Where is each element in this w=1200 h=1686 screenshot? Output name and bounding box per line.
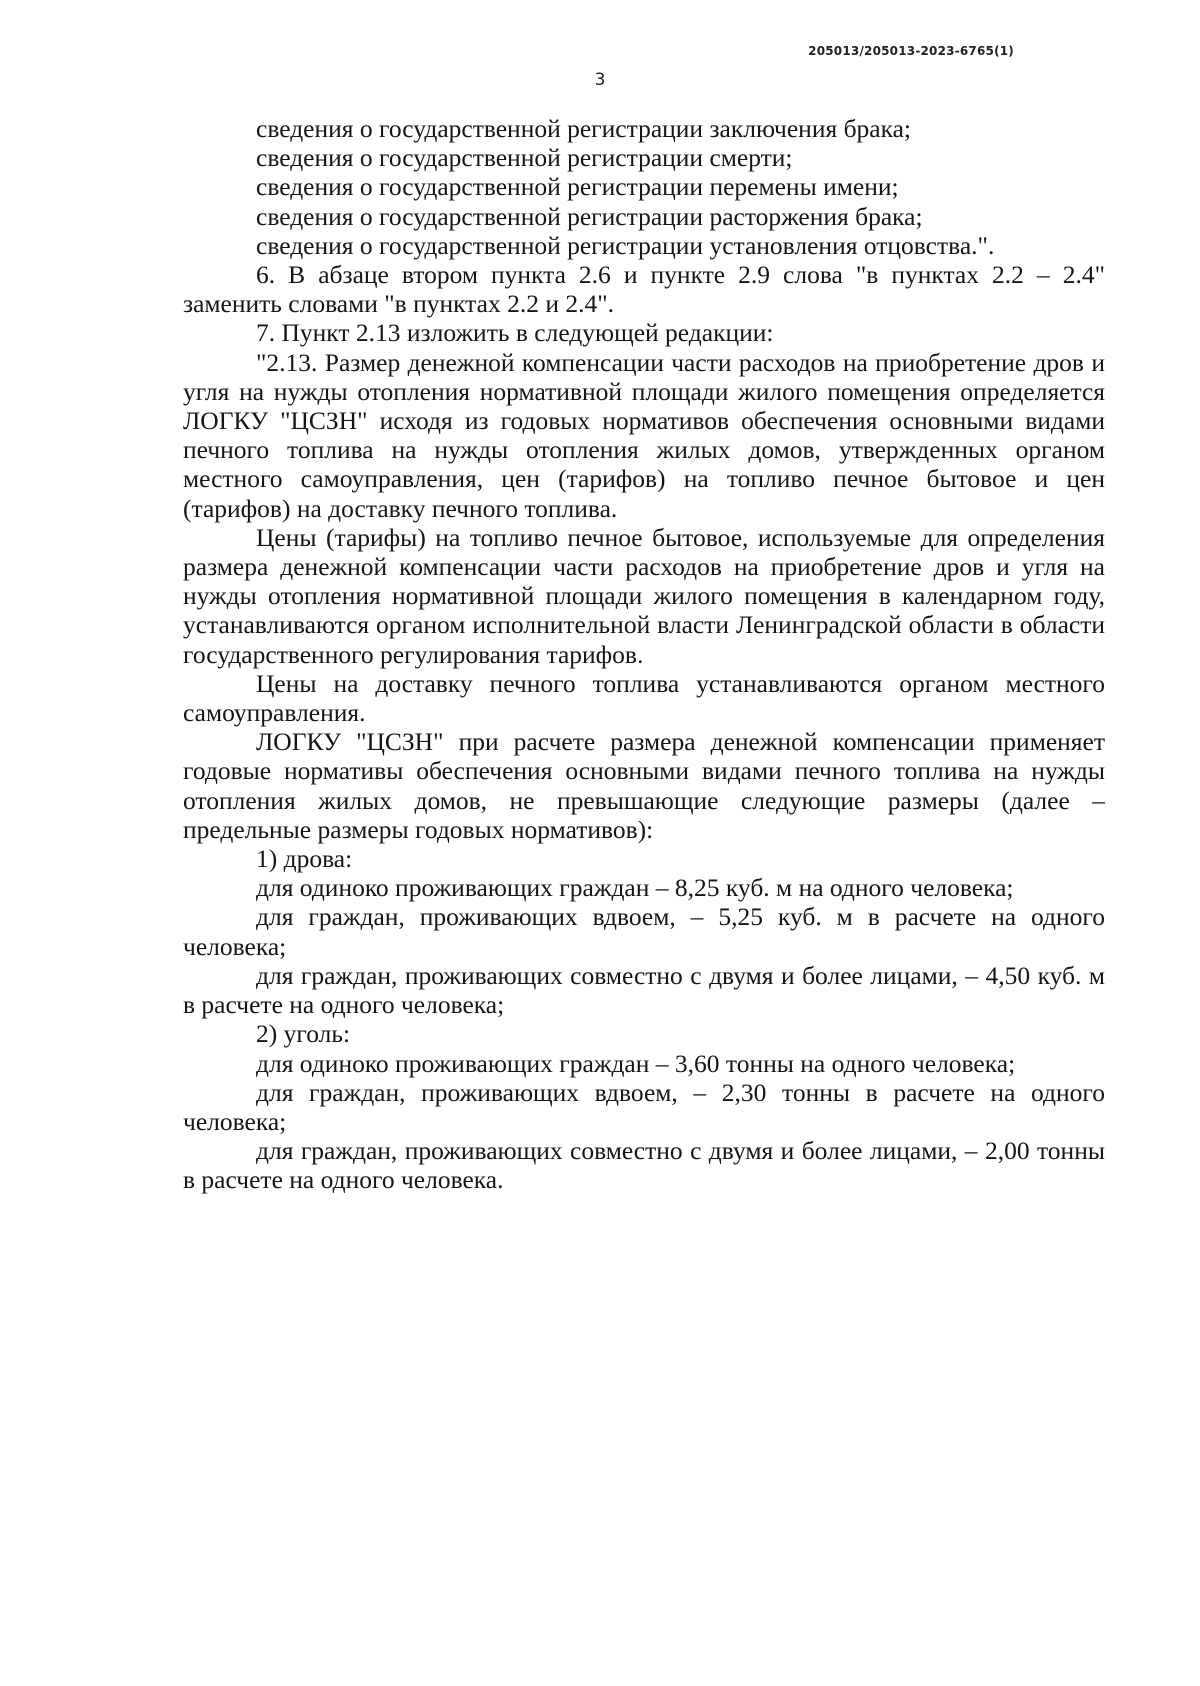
page-number: 3 xyxy=(594,70,606,90)
paragraph-11: ЛОГКУ "ЦСЗН" при расчете размера денежной компенсации применяет годовые нормативы обеспечения основными видами печного топлива на нужды отопления жилых домов, не превышающие следующие размеры (далее – предельные размеры годовых нормативов): xyxy=(183,727,1105,844)
paragraph-15: для граждан, проживающих совместно с двумя и более лицами, – 4,50 куб. м в расчете на одного человека; xyxy=(183,960,1105,1020)
paragraph-4: сведения о государственной регистрации расторжения брака; xyxy=(256,201,923,231)
paragraph-5: сведения о государственной регистрации установления отцовства.". xyxy=(256,230,995,260)
paragraph-10: Цены на доставку печного топлива устанавливаются органом местного самоуправления. xyxy=(183,668,1105,728)
paragraph-17: для одиноко проживающих граждан – 3,60 тонны на одного человека; xyxy=(256,1048,1016,1078)
paragraph-1: сведения о государственной регистрации заключения брака; xyxy=(256,114,912,143)
paragraph-18: для граждан, проживающих вдвоем, – 2,30 тонны в расчете на одного человека; xyxy=(183,1077,1105,1136)
paragraph-3: сведения о государственной регистрации перемены имени; xyxy=(256,172,899,202)
document-body xyxy=(183,114,1105,1195)
paragraph-8: "2.13. Размер денежной компенсации части расходов на приобретение дров и угля на нужды отопления нормативной площади жилого помещения определяется ЛОГКУ "ЦСЗН" исходя из годовых нормативов обеспечения основными видами печного топлива на нужды отопления жилых домов, утвержденных органом местного самоуправления, цен (тарифов) на топливо печное бытовое и цен (тарифов) на доставку печного топлива. xyxy=(183,347,1105,523)
paragraph-9: Цены (тарифы) на топливо печное бытовое, используемые для определения размера денежной компенсации части расходов на приобретение дров и угля на нужды отопления нормативной площади жилого помещения в календарном году, устанавливаются органом исполнительной власти Ленинградской области в области государственного регулирования тарифов. xyxy=(183,522,1105,669)
paragraph-7: 7. Пункт 2.13 изложить в следующей редакции: xyxy=(256,318,774,348)
paragraph-13: для одиноко проживающих граждан – 8,25 куб. м на одного человека; xyxy=(256,873,1014,903)
paragraph-12: 1) дрова: xyxy=(256,844,353,874)
paragraph-2: сведения о государственной регистрации смерти; xyxy=(256,143,793,173)
document-id: 205013/205013-2023-6765(1) xyxy=(808,44,1014,58)
paragraph-14: для граждан, проживающих вдвоем, – 5,25 куб. м в расчете на одного человека; xyxy=(183,902,1105,961)
paragraph-19: для граждан, проживающих совместно с двумя и более лицами, – 2,00 тонны в расчете на одного человека. xyxy=(183,1136,1105,1195)
paragraph-16: 2) уголь: xyxy=(256,1019,351,1049)
paragraph-6: 6. В абзаце втором пункта 2.6 и пункте 2.9 слова "в пунктах 2.2 – 2.4" заменить словами "в пунктах 2.2 и 2.4". xyxy=(183,260,1105,319)
